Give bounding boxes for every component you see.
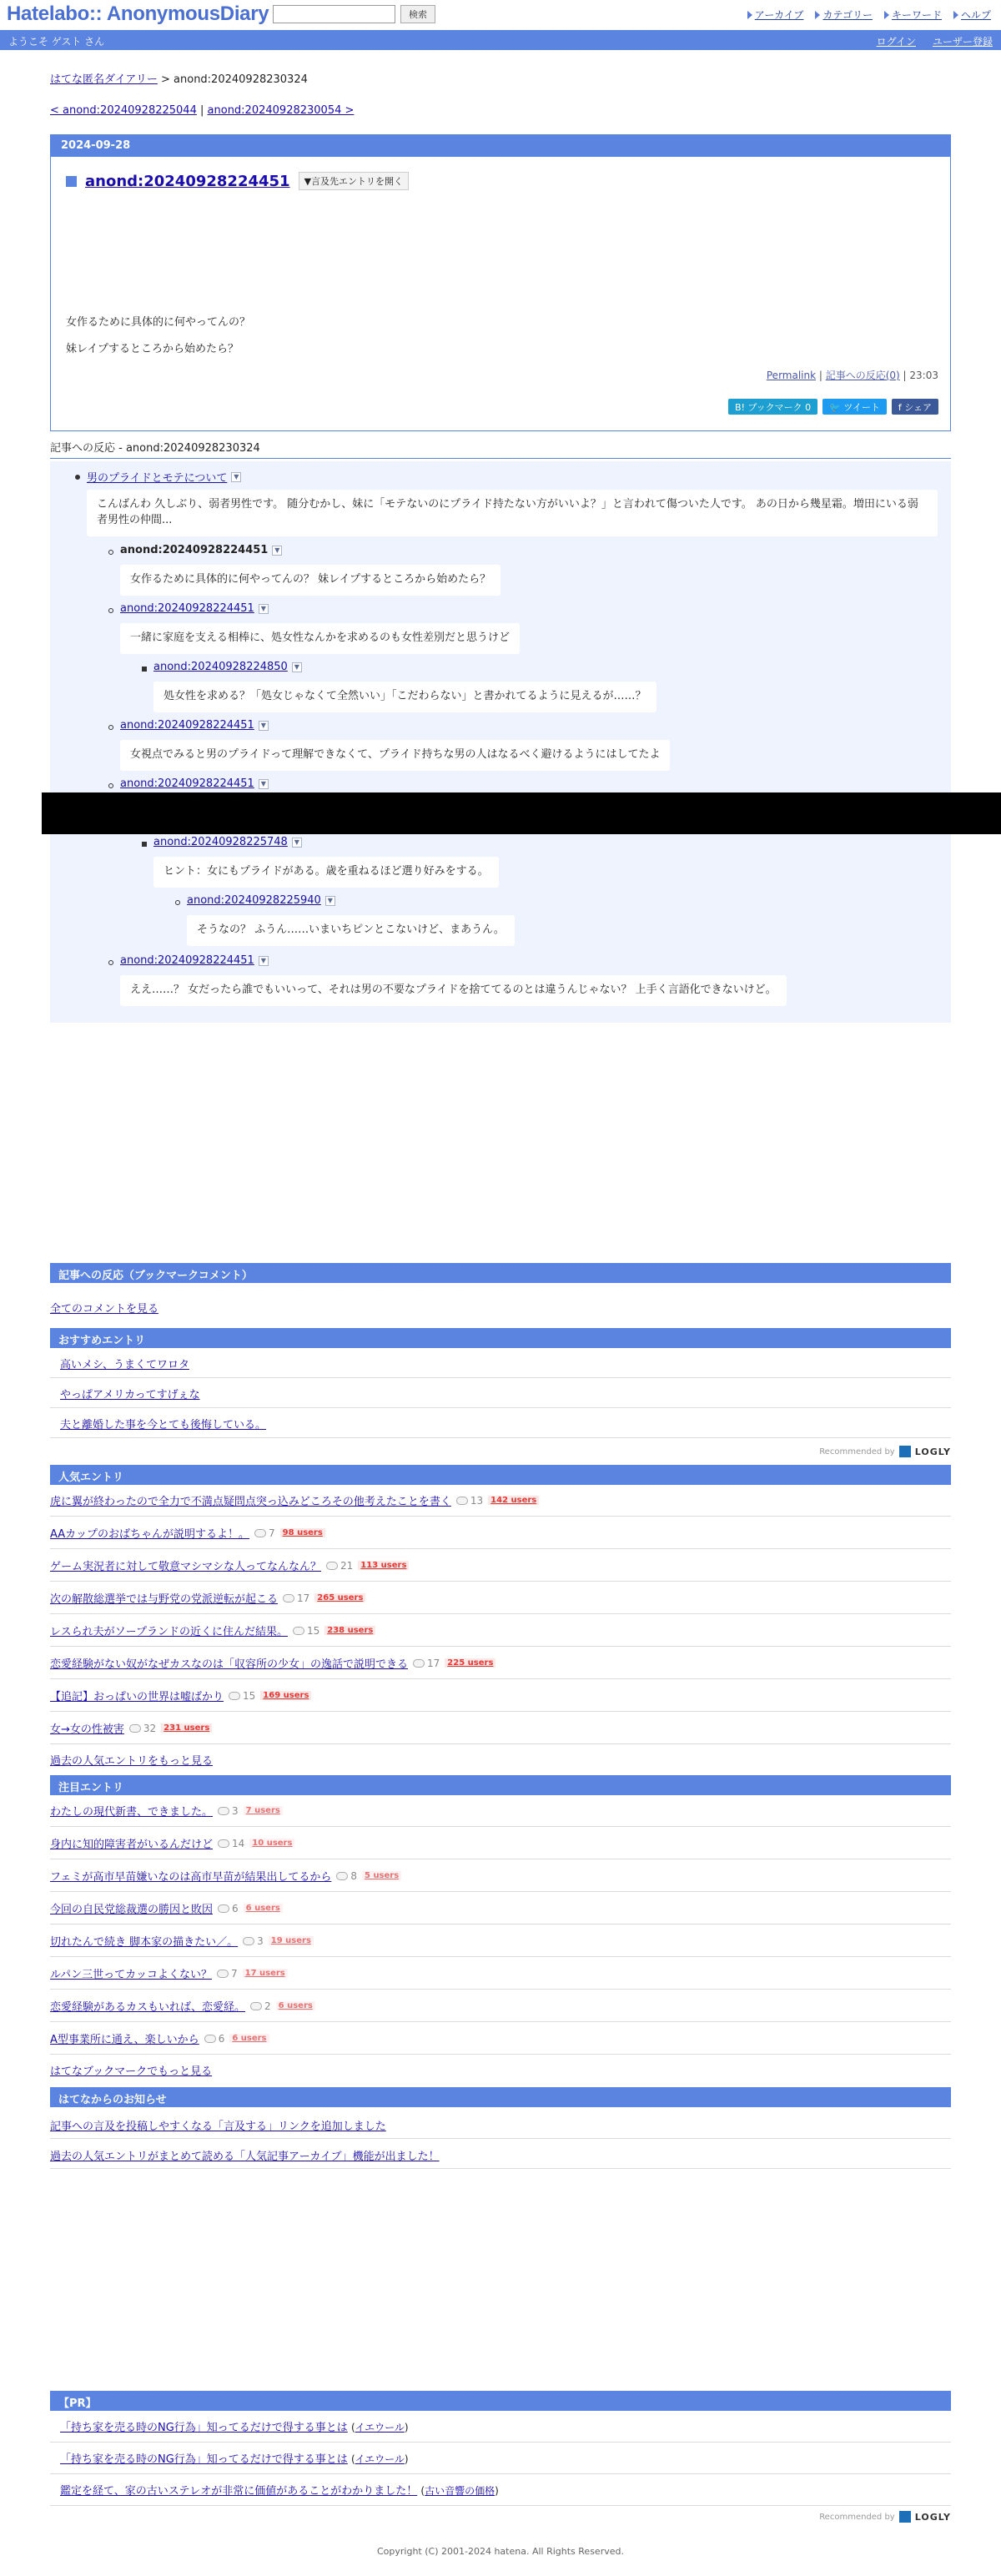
entry-list-row[interactable]: [50, 1925, 951, 1957]
entry-list-row[interactable]: [50, 1615, 951, 1647]
entry-list-link[interactable]: 虎に翼が終わったので全力で不満点疑問点突っ込みどころその他考えたことを書く: [50, 1496, 451, 1508]
comment-bubble-icon: [218, 1807, 229, 1815]
entry-list-link[interactable]: AAカップのおばちゃんが説明するよ！。: [50, 1528, 250, 1541]
tree-bullet: [108, 960, 113, 965]
welcome-bar: [0, 30, 1001, 50]
entry-list-row[interactable]: [50, 1582, 951, 1614]
powered-by-text: Recommended by: [819, 1446, 895, 1457]
users-count-badge[interactable]: 231 users: [161, 1723, 212, 1733]
site-logo[interactable]: Hatelabo:: AnonymousDiary: [7, 3, 269, 25]
comment-bubble-icon: [250, 2002, 262, 2010]
entry-list-row[interactable]: [50, 1680, 951, 1712]
welcome-text: ようこそ ゲスト さん: [8, 36, 105, 48]
dropdown-icon[interactable]: ▼: [259, 956, 269, 966]
entry-body-line: 女作るために具体的に何やってんの？: [66, 316, 251, 329]
comment-bubble-icon: [254, 1529, 266, 1537]
users-count-badge[interactable]: 113 users: [358, 1561, 409, 1570]
entry-box: [50, 134, 951, 431]
reactions-heading: 記事への反応 - anond:20240928230324: [50, 439, 951, 459]
comment-count[interactable]: [250, 2000, 271, 2012]
powered-by: [819, 1446, 951, 1457]
pr-item-link[interactable]: 「持ち家を売る時のNG行為」知ってるだけで得する事とは: [60, 2422, 348, 2434]
users-count-badge[interactable]: 225 users: [445, 1658, 495, 1668]
comment-count[interactable]: [218, 1805, 239, 1817]
comment-bubble-icon: [243, 1937, 254, 1945]
dropdown-icon[interactable]: ▼: [292, 838, 302, 848]
pr-item-link[interactable]: 鑑定を経て、家の古いステレオが非常に価値があることがわかりました！: [60, 2485, 418, 2498]
pr-item[interactable]: 鑑定を経て、家の古いステレオが非常に価値があることがわかりました！ (古い音響の価格): [50, 2474, 951, 2506]
breadcrumb: [50, 70, 308, 86]
users-count-badge[interactable]: 6 users: [276, 2001, 315, 2010]
comment-count[interactable]: [204, 2033, 225, 2045]
entry-list-link[interactable]: 女→女の性被害: [50, 1723, 124, 1736]
tree-node-text: 女視点でみると男のプライドって理解できなくて、プライド持ちな男の人はなるべく避けるようにはしてたよ: [120, 740, 670, 771]
dropdown-icon[interactable]: ▼: [272, 546, 282, 556]
tree-node-link: [120, 544, 282, 556]
entry-list-row[interactable]: [50, 1958, 951, 1990]
entry-list-row[interactable]: [50, 1990, 951, 2022]
pr-source-link[interactable]: イエウール: [355, 2453, 405, 2465]
search-button[interactable]: 検索: [400, 5, 435, 23]
entry-pager: [50, 104, 354, 117]
tree-node-link[interactable]: [87, 469, 241, 485]
users-count-badge[interactable]: 17 users: [243, 1969, 288, 1978]
comment-count-number: 21: [340, 1559, 354, 1572]
comment-count-number: 3: [257, 1935, 264, 1947]
all-comments-link[interactable]: 全てのコメントを見る: [50, 1303, 159, 1316]
pager-divider: |: [200, 104, 204, 117]
top-nav: [747, 8, 991, 22]
news-item[interactable]: [50, 2141, 951, 2169]
users-count-badge[interactable]: 238 users: [324, 1626, 375, 1635]
tree-node-title[interactable]: anond:20240928225940: [187, 894, 321, 907]
tree-node-text: 女作るために具体的に何やってんの？ 妹レイプするところから始めたら？: [120, 565, 500, 596]
tree-node-link[interactable]: [120, 954, 269, 967]
entry-list-link[interactable]: レスられ夫がソープランドの近くに住んだ結果。: [50, 1626, 288, 1638]
recommended-item[interactable]: [50, 1378, 951, 1408]
comment-count-number: 3: [232, 1804, 239, 1817]
tweet-button[interactable]: [822, 399, 887, 415]
entry-footer: Permalink | 記事への反応(0) | 23:03: [766, 370, 938, 381]
users-count-badge[interactable]: 169 users: [260, 1691, 311, 1700]
comment-count[interactable]: [326, 1560, 353, 1572]
pr-item-link[interactable]: 「持ち家を売る時のNG行為」知ってるだけで得する事とは: [60, 2453, 348, 2466]
tree-node-title[interactable]: anond:20240928224451: [120, 602, 254, 615]
share-buttons: [728, 399, 938, 415]
users-count-badge[interactable]: 142 users: [488, 1496, 539, 1505]
bookmark-comments-heading: 記事への反応（ブックマークコメント）: [50, 1263, 951, 1283]
users-count-badge[interactable]: 10 users: [249, 1839, 294, 1848]
recommended-heading: おすすめエントリ: [50, 1328, 951, 1348]
recommended-item-link[interactable]: 夫と離婚した事を今とても後悔している。: [60, 1419, 267, 1431]
news-heading: はてなからのお知らせ: [50, 2087, 951, 2107]
bird-icon: 🐦: [829, 402, 841, 413]
tree-node-link[interactable]: [187, 894, 335, 907]
users-count-badge[interactable]: 98 users: [280, 1528, 325, 1537]
news-item[interactable]: [50, 2111, 951, 2139]
login-link[interactable]: ログイン: [876, 36, 916, 48]
comment-count-number: 15: [306, 1624, 320, 1637]
comment-count[interactable]: [293, 1625, 319, 1637]
tree-bullet: [75, 475, 80, 480]
entry-list-row[interactable]: [50, 1828, 951, 1859]
facebook-share-button[interactable]: [892, 399, 938, 415]
dropdown-icon[interactable]: ▼: [292, 662, 302, 672]
entry-list-link[interactable]: ルパン三世ってカッコよくない？: [50, 1969, 212, 1981]
comment-count[interactable]: [229, 1690, 255, 1702]
entry-list-row[interactable]: [50, 1860, 951, 1892]
entry-list-link[interactable]: 恋愛経験があるカスもいれば、恋愛経。: [50, 2001, 246, 2014]
tree-bullet: [108, 608, 113, 613]
tree-node-title[interactable]: anond:20240928225748: [153, 836, 288, 848]
popular-heading: 人気エントリ: [50, 1465, 951, 1485]
facebook-icon: f: [898, 402, 902, 413]
comment-count[interactable]: [243, 1935, 264, 1947]
tree-node-link[interactable]: [153, 661, 302, 673]
triangle-icon: [884, 11, 889, 19]
entry-list-link[interactable]: フェミが高市早苗嫌いなのは高市早苗が結果出してるから: [50, 1871, 332, 1884]
tree-node-title[interactable]: anond:20240928224850: [153, 661, 288, 673]
users-count-badge[interactable]: 265 users: [314, 1593, 365, 1602]
hatena-bookmark-button[interactable]: B! ブックマーク 0: [728, 399, 817, 415]
recommended-item-link[interactable]: 高いメシ、うまくてワロタ: [60, 1359, 189, 1371]
entry-list-row[interactable]: [50, 1517, 951, 1549]
nav-category[interactable]: カテゴリー: [822, 9, 873, 21]
entry-time: 23:03: [909, 370, 938, 381]
tree-node-text: 一緒に家庭を支える相棒に、処女性なんかを求めるのも女性差別だと思うけど: [120, 623, 520, 654]
users-count-badge[interactable]: 6 users: [229, 2034, 269, 2043]
pr-item[interactable]: 「持ち家を売る時のNG行為」知ってるだけで得する事とは (イエウール): [50, 2411, 951, 2443]
triangle-icon: [747, 11, 752, 19]
comment-bubble-icon: [413, 1659, 425, 1668]
comment-bubble-icon: [456, 1497, 468, 1505]
dropdown-icon[interactable]: ▼: [259, 721, 269, 731]
entry-list-row[interactable]: [50, 1550, 951, 1582]
top-bar: [0, 0, 1001, 30]
triangle-icon: [815, 11, 820, 19]
entry-title[interactable]: anond:20240928224451: [85, 172, 290, 190]
comment-count[interactable]: [218, 1903, 239, 1914]
breadcrumb-separator: >: [160, 73, 170, 86]
entry-list-row[interactable]: [50, 1893, 951, 1924]
reactions-link[interactable]: 記事への反応(0): [825, 370, 900, 381]
comment-count[interactable]: [413, 1658, 440, 1669]
nav-help[interactable]: ヘルプ: [960, 9, 991, 21]
comment-bubble-icon: [293, 1627, 304, 1635]
comment-bubble-icon: [283, 1594, 294, 1602]
triangle-icon: [953, 11, 958, 19]
tree-bullet: [142, 667, 147, 672]
comment-count[interactable]: [217, 1968, 238, 1980]
entry-list-link[interactable]: 次の解散総選挙では与野党の党派逆転が起こる: [50, 1593, 279, 1606]
logly-logo-text: LOGLY: [914, 2511, 951, 2523]
comment-count-number: 6: [218, 2032, 225, 2045]
users-count-badge[interactable]: 6 users: [244, 1904, 283, 1913]
comment-bubble-icon: [218, 1839, 229, 1848]
comment-bubble-icon: [336, 1872, 348, 1880]
popular-more-link[interactable]: 過去の人気エントリをもっと見る: [50, 1755, 214, 1768]
nav-keyword[interactable]: キーワード: [891, 9, 942, 21]
entry-list-row[interactable]: [50, 1795, 951, 1827]
entry-list-link[interactable]: 切れたんで続き 脚本家の描きたい／。: [50, 1936, 239, 1949]
facebook-share-label: シェア: [904, 402, 932, 413]
dropdown-icon[interactable]: ▼: [259, 779, 269, 789]
entry-list-row[interactable]: [50, 1485, 951, 1517]
entry-list-link[interactable]: 恋愛経験がない奴がなぜカスなのは「収容所の少女」の逸話で説明できる: [50, 1658, 409, 1671]
powered-by-text: Recommended by: [819, 2512, 895, 2522]
users-count-badge[interactable]: 7 users: [244, 1806, 283, 1815]
comment-count[interactable]: [218, 1838, 244, 1849]
tree-bullet: [142, 842, 147, 847]
tree-bullet: [175, 900, 180, 905]
news-item-link[interactable]: 記事への言及を投稿しやすくなる「言及する」リンクを追加しました: [50, 2121, 386, 2133]
logly-logo-text: LOGLY: [914, 1446, 951, 1457]
breadcrumb-home[interactable]: はてな匿名ダイアリー: [50, 73, 158, 86]
pr-item[interactable]: 「持ち家を売る時のNG行為」知ってるだけで得する事とは (イエウール): [50, 2443, 951, 2474]
tree-node-title: anond:20240928224451: [120, 544, 269, 556]
tree-bullet: [108, 550, 113, 555]
register-link[interactable]: ユーザー登録: [932, 36, 993, 48]
users-count-badge[interactable]: 19 users: [269, 1936, 314, 1945]
tree-bullet: [108, 725, 113, 730]
comment-count-number: 2: [264, 2000, 271, 2012]
comment-count-number: 32: [143, 1722, 157, 1734]
logly-logo-icon: [899, 2511, 911, 2523]
comment-bubble-icon: [217, 1970, 229, 1978]
tree-node-link[interactable]: [120, 602, 269, 615]
attention-heading: 注目エントリ: [50, 1775, 951, 1795]
recommended-item[interactable]: [50, 1408, 951, 1438]
tree-node-text: そうなの？ ふうん……いまいちピンとこないけど、まあうん。: [187, 915, 515, 946]
entry-list-link[interactable]: 身内に知的障害者がいるんだけど: [50, 1839, 214, 1851]
comment-count-number: 6: [232, 1902, 239, 1914]
dropdown-icon[interactable]: ▼: [259, 604, 269, 614]
tree-bullet: [108, 783, 113, 788]
entry-list-link[interactable]: 【追記】おっぱいの世界は嘘ばかり: [50, 1691, 224, 1703]
comment-count-number: 13: [470, 1494, 484, 1507]
powered-by: [819, 2511, 951, 2523]
pr-source-link[interactable]: イエウール: [355, 2422, 405, 2433]
prev-entry-link[interactable]: < anond:20240928225044: [50, 104, 197, 117]
entry-list-row[interactable]: [50, 1648, 951, 1679]
comment-bubble-icon: [218, 1904, 229, 1913]
permalink-link[interactable]: Permalink: [766, 370, 817, 381]
entry-list-link[interactable]: ゲーム実況者に対して敬意マシマシな人ってなんなん？: [50, 1561, 322, 1573]
comment-count[interactable]: [129, 1723, 156, 1734]
news-item-link[interactable]: 過去の人気エントリがまとめて読める「人気記事アーカイブ」機能が出ました！: [50, 2151, 440, 2163]
copyright: Copyright (C) 2001-2024 hatena. All Rights Reserved.: [377, 2546, 624, 2557]
entry-list-link[interactable]: わたしの現代新書、できました。: [50, 1806, 214, 1819]
breadcrumb-current: anond:20240928230324: [174, 73, 308, 86]
tree-node-text: 処女性を求める？「処女じゃなくて全然いい」「こだわらない」と書かれてるように見えるが……？: [153, 682, 656, 712]
logly-logo-icon: [899, 1446, 911, 1457]
users-count-badge[interactable]: 5 users: [362, 1871, 401, 1880]
tree-node-text: ええ……？ 女だったら誰でもいいって、それは男の不要なプライドを捨ててるのとは違うんじゃない？ 上手く言語化できないけど。: [120, 975, 787, 1006]
pr-source-link[interactable]: 古い音響の価格: [425, 2485, 495, 2497]
comment-count[interactable]: [254, 1527, 275, 1539]
entry-body-line: 妹レイプするところから始めたら？: [66, 343, 239, 355]
next-entry-link[interactable]: anond:20240928230054 >: [207, 104, 355, 117]
tree-node-title[interactable]: anond:20240928224451: [120, 777, 254, 790]
comment-count[interactable]: [283, 1592, 309, 1604]
tree-node-link[interactable]: [120, 777, 269, 790]
dropdown-icon[interactable]: ▼: [325, 896, 335, 906]
tree-node-title[interactable]: anond:20240928224451: [120, 719, 254, 732]
nav-archive[interactable]: アーカイブ: [754, 9, 804, 21]
comment-count-number: 7: [269, 1527, 275, 1539]
search-input[interactable]: [273, 5, 395, 23]
comment-count-number: 15: [243, 1689, 256, 1702]
expand-referenced-button[interactable]: ▼言及先エントリを開く: [299, 172, 409, 190]
comment-count-number: 8: [350, 1869, 357, 1882]
comment-bubble-icon: [229, 1692, 240, 1700]
dropdown-icon[interactable]: ▼: [231, 472, 241, 482]
comment-bubble-icon: [204, 2035, 216, 2043]
comment-count[interactable]: [456, 1495, 483, 1507]
comment-count-number: 14: [232, 1837, 245, 1849]
entry-title-row: [66, 172, 409, 190]
pr-heading: 【PR】: [50, 2391, 951, 2411]
comment-count-number: 17: [297, 1592, 310, 1604]
entry-list-link[interactable]: 今回の自民党総裁選の勝因と敗因: [50, 1904, 214, 1916]
recommended-item-link[interactable]: やっぱアメリカってすげぇな: [60, 1389, 200, 1401]
comment-count-number: 17: [427, 1657, 440, 1669]
attention-more-link[interactable]: はてなブックマークでもっと見る: [50, 2065, 213, 2078]
entry-date: 2024-09-28: [51, 135, 950, 157]
comment-bubble-icon: [326, 1562, 338, 1570]
entry-list-link[interactable]: A型事業所に通え、楽しいから: [50, 2034, 199, 2046]
tweet-label: ツイート: [843, 402, 880, 413]
tree-node-text: ヒント：女にもプライドがある。歳を重ねるほど選り好みをする。: [153, 857, 499, 888]
reactions-tree: [50, 461, 951, 1023]
comment-count[interactable]: [336, 1870, 357, 1882]
tree-node-title[interactable]: 男のプライドとモテについて: [87, 472, 228, 485]
comment-bubble-icon: [129, 1724, 141, 1733]
tree-node-link[interactable]: [153, 836, 302, 848]
entry-square-icon: [66, 176, 77, 187]
blacked-out-band: [42, 792, 1001, 834]
entry-list-row[interactable]: [50, 2023, 951, 2055]
entry-list-row[interactable]: [50, 1713, 951, 1744]
comment-count-number: 7: [230, 1967, 238, 1980]
recommended-item[interactable]: [50, 1348, 951, 1378]
tree-node-title[interactable]: anond:20240928224451: [120, 954, 254, 967]
tree-node-text: こんばんわ 久しぶり、弱者男性です。 随分むかし、妹に「モテないのにプライド持たない方がいいよ？」と言われて傷ついた人です。 あの日から幾星霜。増田にいる弱者男性の仲間...: [87, 490, 938, 536]
tree-node-link[interactable]: [120, 719, 269, 732]
